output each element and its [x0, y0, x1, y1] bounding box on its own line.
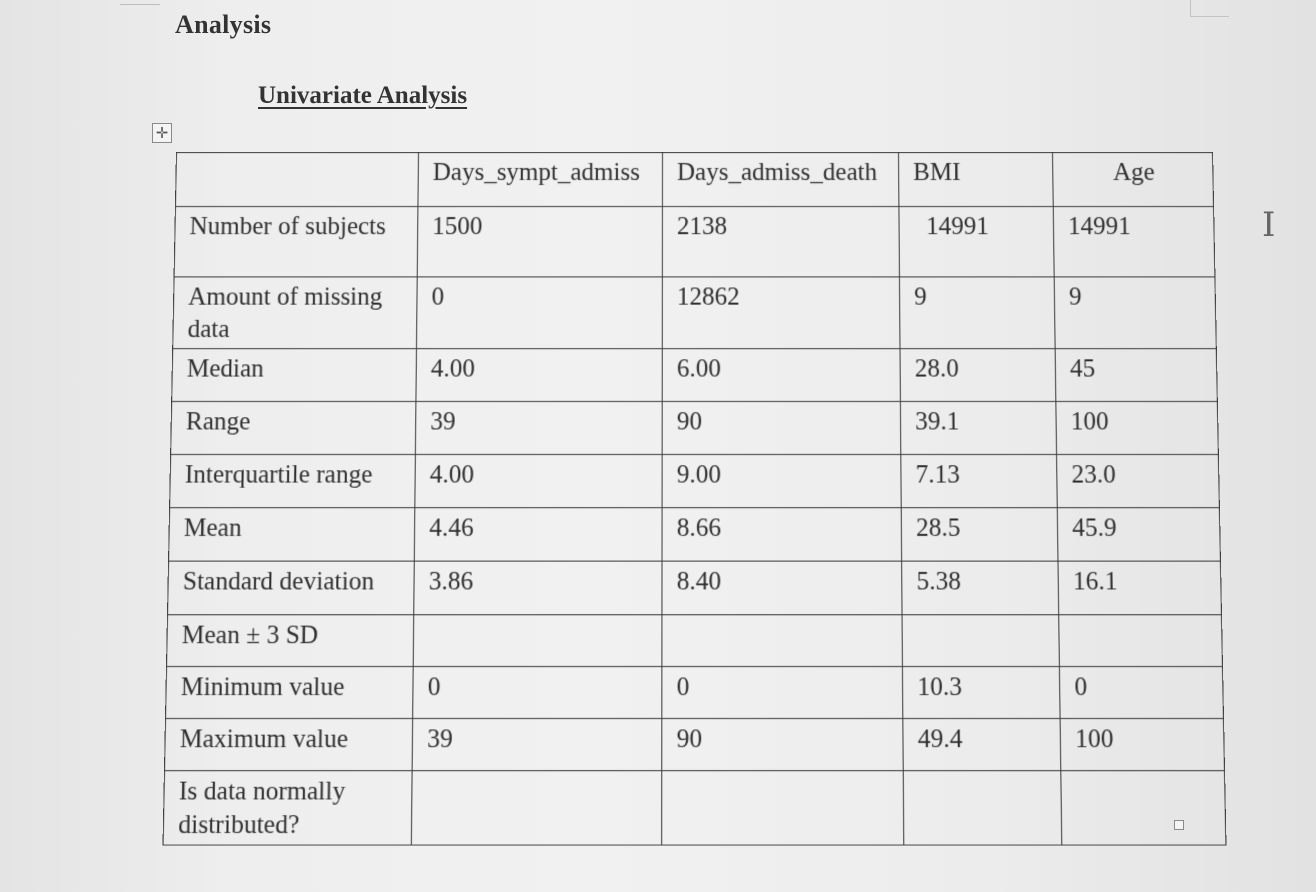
data-cell[interactable]: 9 [1054, 277, 1216, 349]
data-cell[interactable]: 9.00 [662, 454, 901, 507]
table-row [163, 771, 1226, 845]
row-label-cell[interactable]: Maximum value [165, 719, 413, 771]
row-label-cell[interactable]: Minimum value [166, 667, 414, 719]
data-cell[interactable] [413, 615, 662, 667]
data-cell[interactable]: 4.46 [414, 508, 662, 561]
table-header-row [175, 152, 1213, 206]
table-row [173, 277, 1217, 349]
header-cell-age[interactable]: Age [1053, 152, 1214, 206]
data-cell[interactable]: 4.00 [416, 349, 662, 402]
subsection-heading: Univariate Analysis [258, 82, 468, 109]
data-cell[interactable]: 12862 [662, 277, 900, 349]
header-cell-empty[interactable] [175, 152, 418, 206]
data-cell[interactable]: 49.4 [903, 719, 1061, 771]
header-cell-days-sympt-admiss[interactable]: Days_sympt_admiss [418, 152, 663, 206]
data-cell[interactable]: 8.66 [662, 508, 902, 561]
data-cell[interactable]: 2138 [662, 207, 899, 277]
data-cell[interactable]: 3.86 [414, 561, 662, 615]
table-container [163, 152, 1227, 846]
table-row [168, 561, 1222, 615]
data-cell[interactable]: 14991 [899, 207, 1054, 277]
table-move-handle-icon[interactable]: ✛ [152, 123, 172, 143]
data-cell[interactable]: 7.13 [901, 454, 1057, 507]
table-row [174, 207, 1215, 277]
data-cell[interactable]: 0 [416, 277, 662, 349]
data-cell[interactable] [411, 771, 661, 845]
section-heading: Analysis [175, 10, 272, 39]
data-cell[interactable]: 9 [899, 277, 1055, 349]
data-cell[interactable]: 90 [662, 719, 903, 771]
table-row [167, 615, 1223, 667]
data-cell[interactable]: 39.1 [900, 401, 1056, 454]
table-row [171, 401, 1219, 454]
row-label-cell[interactable]: Median [172, 349, 417, 402]
row-label-cell[interactable]: Is data normally distributed? [163, 771, 412, 845]
table-resize-handle-icon[interactable] [1174, 820, 1184, 830]
row-label-cell[interactable]: Amount of missing data [173, 277, 418, 349]
data-cell[interactable]: 6.00 [662, 349, 900, 402]
data-cell[interactable]: 23.0 [1057, 454, 1220, 507]
page-corner-mark [120, 0, 160, 5]
data-cell[interactable]: 39 [415, 401, 662, 454]
data-cell[interactable]: 4.00 [415, 454, 662, 507]
page-corner-mark [1190, 0, 1229, 17]
data-cell[interactable]: 39 [412, 719, 662, 771]
row-label-cell[interactable]: Range [171, 401, 416, 454]
data-cell[interactable]: 0 [662, 667, 903, 719]
data-cell[interactable]: 8.40 [662, 561, 902, 615]
table-row [166, 667, 1224, 719]
data-cell[interactable]: 5.38 [902, 561, 1059, 615]
data-cell[interactable] [903, 771, 1062, 845]
data-cell[interactable]: 1500 [417, 207, 662, 277]
row-label-cell[interactable]: Mean [169, 508, 415, 561]
text-cursor-icon: I [1262, 205, 1276, 245]
header-cell-bmi[interactable]: BMI [899, 152, 1054, 206]
data-cell[interactable]: 14991 [1053, 207, 1215, 277]
row-label-cell[interactable]: Standard deviation [168, 561, 415, 615]
univariate-analysis-table [163, 152, 1227, 846]
header-cell-days-admiss-death[interactable]: Days_admiss_death [662, 152, 898, 206]
data-cell[interactable]: 100 [1060, 719, 1224, 771]
table-row [172, 349, 1218, 402]
data-cell[interactable]: 0 [1059, 667, 1223, 719]
data-cell[interactable]: 100 [1056, 401, 1219, 454]
table-row [165, 719, 1225, 771]
data-cell[interactable]: 90 [662, 401, 901, 454]
data-cell[interactable] [902, 615, 1059, 667]
row-label-cell[interactable]: Number of subjects [174, 207, 418, 277]
data-cell[interactable]: 45 [1055, 349, 1217, 402]
data-cell[interactable]: 0 [413, 667, 662, 719]
data-cell[interactable] [1061, 771, 1226, 845]
data-cell[interactable]: 16.1 [1058, 561, 1221, 615]
table-row [170, 454, 1220, 507]
data-cell[interactable]: 10.3 [902, 667, 1060, 719]
data-cell[interactable]: 28.0 [900, 349, 1056, 402]
row-label-cell[interactable]: Mean ± 3 SD [167, 615, 414, 667]
data-cell[interactable]: 45.9 [1057, 508, 1220, 561]
data-cell[interactable] [1059, 615, 1223, 667]
row-label-cell[interactable]: Interquartile range [170, 454, 416, 507]
table-row [169, 508, 1221, 561]
data-cell[interactable]: 28.5 [901, 508, 1058, 561]
data-cell[interactable] [662, 615, 903, 667]
data-cell[interactable] [662, 771, 904, 845]
